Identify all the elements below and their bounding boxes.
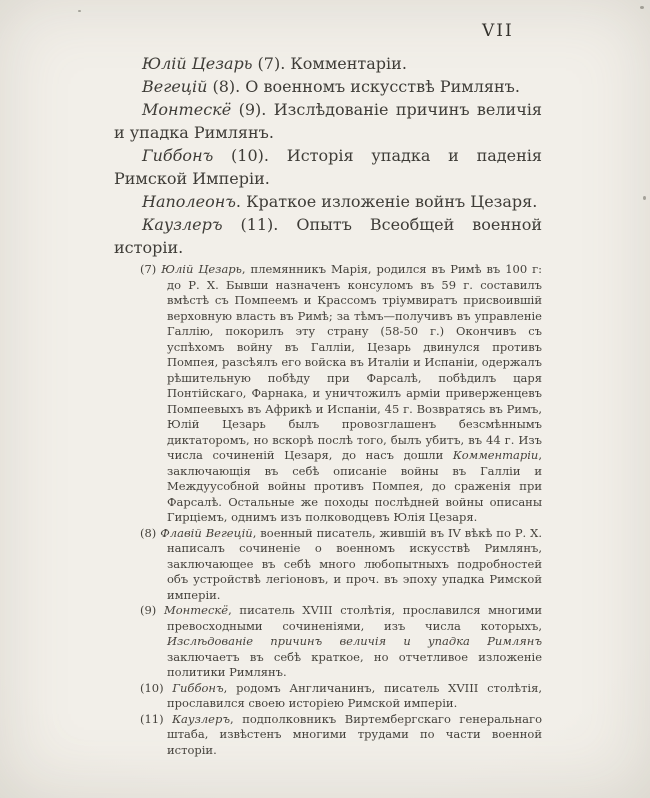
italic-title-text: Наполеонъ <box>142 192 236 211</box>
body-text: , родомъ Англичанинъ, писатель XVIII столѣтія, прославился своею исторіею Римской имперіи. <box>167 680 542 710</box>
body-text: . Краткое изложеніе войнъ Цезаря. <box>235 192 538 211</box>
body-text: (7). Комментаріи. <box>252 54 407 73</box>
body-text: , подполковникъ Виртембергскаго генеральнаго штаба, извѣстенъ многими трудами по части военной исторіи. <box>167 711 542 757</box>
catalog-entry <box>114 98 542 144</box>
italic-title-text: Каузлеръ <box>172 711 231 726</box>
footnotes-block <box>140 262 542 758</box>
footnote <box>140 603 542 681</box>
scan-speck <box>640 6 644 9</box>
body-text: , военный писатель, жившій въ IV вѣкѣ по Р. Х. написалъ сочиненіе о военномъ искусствѣ Римлянъ, заключающее въ себѣ много любопытныхъ подробностей объ устройствѣ легіоновъ, и проч. въ эпоху упадка Римской имперіи. <box>167 525 543 602</box>
catalog-entry <box>114 190 542 213</box>
catalog-entry <box>114 75 542 98</box>
footnote <box>140 712 542 759</box>
italic-title-text: Изслѣдованіе причинъ величія и упадка Римлянъ <box>167 634 542 648</box>
scan-speck <box>643 196 646 200</box>
footnote-number: (11) <box>140 711 164 726</box>
body-text: , писатель XVIII столѣтія, прославился многими превосходными сочиненіями, изъ числа которыхъ, <box>167 603 542 633</box>
body-text: , племянникъ Марія, родился въ Римѣ въ 100 г: до Р. Х. Бывши назначенъ консуломъ въ 59 г. составилъ вмѣстѣ съ Помпеемъ и Крассомъ тріумвиратъ присвоившій верховную власть въ Римѣ; за тѣмъ—получивъ въ управленіе Галлію, покорилъ эту страну (58-50 г.) Окончивъ съ успѣхомъ войну въ Галліи, Цезарь двинулся противъ Помпея, разсѣялъ его войска въ Италіи и Испаніи, одержалъ рѣшительную побѣду при Фарсалѣ, побѣдилъ царя Понтійскаго, Фарнака, и уничтожилъ арміи приверженцевъ Помпеевыхъ въ Африкѣ и Испаніи, 45 г. Возвратясь въ Римъ, Юлій Цезарь былъ провозглашенъ безсмѣннымъ диктаторомъ, но вскорѣ послѣ того, былъ убитъ, въ 44 г. Изъ числа сочиненій Цезаря, до насъ дошли <box>167 262 542 462</box>
footnote-number: (9) <box>140 603 157 617</box>
body-text: (11). Опытъ Всеобщей военной исторіи. <box>114 215 542 257</box>
main-text-block <box>114 52 542 259</box>
page-number: VII <box>482 21 514 41</box>
italic-title-text: Монтескё <box>142 100 232 119</box>
catalog-entry <box>114 213 542 259</box>
italic-title-text: Гиббонъ <box>142 146 214 165</box>
italic-title-text: Комментаріи <box>452 448 539 462</box>
italic-title-text: Юлій Цезарь <box>142 54 253 73</box>
footnote-number: (10) <box>140 680 164 695</box>
catalog-entry <box>114 52 542 75</box>
italic-title-text: Монтескё <box>163 603 229 617</box>
italic-title-text: Каузлеръ <box>142 215 223 234</box>
italic-title-text: Флавій Вегецій <box>160 525 253 540</box>
footnote <box>140 262 542 526</box>
body-text: (10). Исторія упадка и паденія Римской Имперіи. <box>114 146 542 188</box>
body-text: , заключающія въ себѣ описаніе войны въ Галліи и Междуусобной войны противъ Помпея, до сраженія при Фарсалѣ. Остальные же походы послѣдней войны описаны Гирціемъ, однимъ изъ полководцевъ Юлія Цезаря. <box>167 448 542 524</box>
body-text: заключаетъ въ себѣ краткое, но отчетливое изложеніе политики Римлянъ. <box>167 649 542 679</box>
italic-title-text: Гиббонъ <box>172 680 224 695</box>
footnote-number: (7) <box>140 262 157 276</box>
italic-title-text: Юлій Цезарь <box>161 262 242 276</box>
scan-speck <box>78 10 81 12</box>
body-text: (8). О военномъ искусствѣ Римлянъ. <box>207 77 520 96</box>
footnote-number: (8) <box>140 525 157 540</box>
footnote <box>140 526 542 604</box>
italic-title-text: Вегецій <box>142 77 208 96</box>
footnote <box>140 681 542 712</box>
body-text: (9). Изслѣдованіе причинъ величія и упадка Римлянъ. <box>114 100 542 142</box>
catalog-entry <box>114 144 542 190</box>
